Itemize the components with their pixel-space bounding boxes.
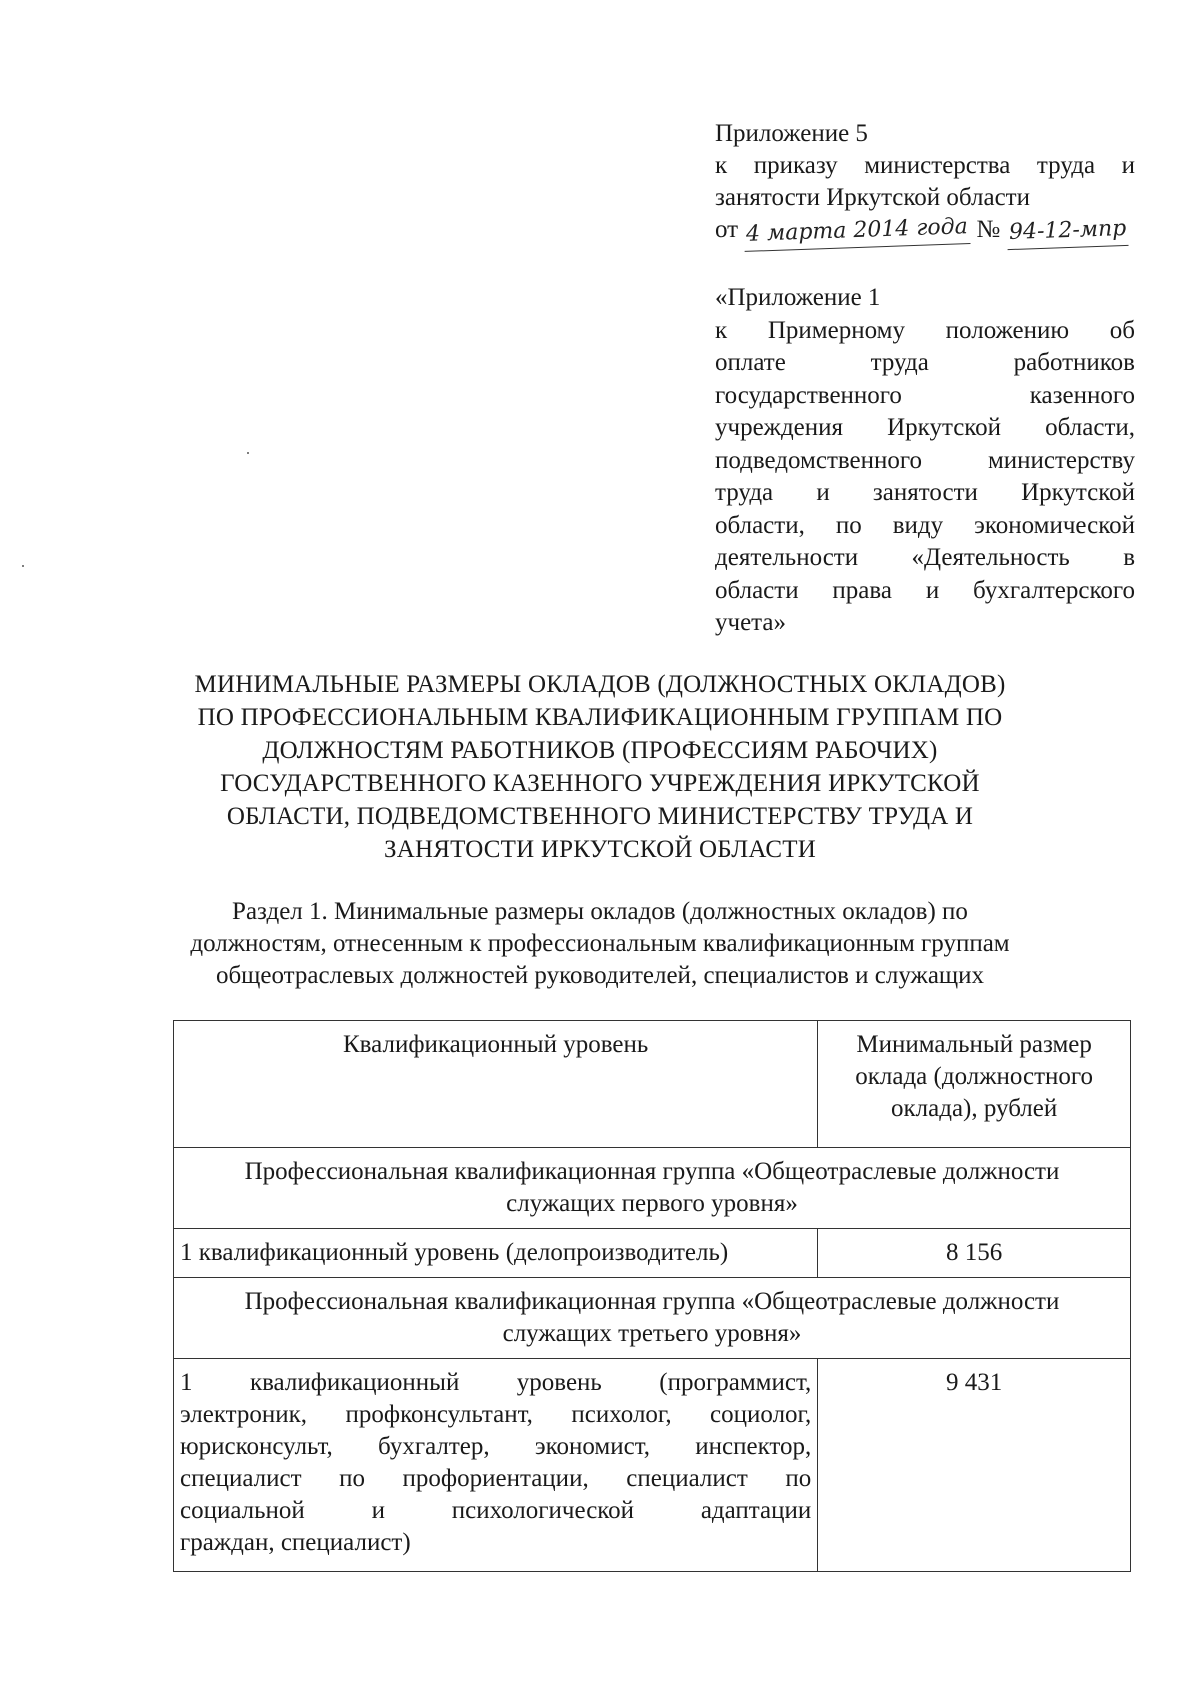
number-label: № [976, 216, 1001, 243]
title-line: ПО ПРОФЕССИОНАЛЬНЫМ КВАЛИФИКАЦИОННЫМ ГРУППАМ ПО [197, 704, 1003, 731]
appendix-ref-line: деятельности «Деятельность в [715, 544, 1135, 571]
document-title [150, 668, 1050, 866]
table-group-row [174, 1278, 1131, 1359]
header-min-salary [818, 1021, 1131, 1148]
salary-table [173, 1020, 1131, 1572]
section-line: должностям, отнесенным к профессиональным квалификационным группам [190, 930, 1010, 957]
table-row [174, 1229, 1131, 1278]
title-line: ДОЛЖНОСТЯМ РАБОТНИКОВ (ПРОФЕССИЯМ РАБОЧИХ) [262, 737, 938, 764]
appendix-reference [715, 282, 1135, 640]
scan-speck [247, 452, 249, 454]
row1-value: 8 156 [818, 1229, 1131, 1278]
appendix-ref-line: области права и бухгалтерского [715, 576, 1135, 604]
row2-value: 9 431 [818, 1359, 1131, 1572]
row2-level-line: электроник, профконсультант, психолог, социолог, [180, 1401, 812, 1428]
table-group-row [174, 1148, 1131, 1229]
header-min-salary-line: Минимальный размер [856, 1031, 1092, 1058]
appendix-ref-line: учреждения Иркутской области, [715, 414, 1135, 441]
group-line: служащих третьего уровня» [502, 1320, 802, 1347]
appendix-ref-line: труда и занятости Иркутской [715, 479, 1135, 506]
group-line: Профессиональная квалификационная группа «Общеотраслевые должности [244, 1158, 1060, 1185]
from-label: от [715, 216, 739, 243]
appendix-title: Приложение 5 [715, 120, 868, 147]
appendix-ref-line: к Примерному положению об [715, 316, 1135, 344]
row1-level: 1 квалификационный уровень (делопроизводитель) [174, 1229, 818, 1278]
appendix-ref-line: учета» [715, 609, 786, 636]
row2-level-line: 1 квалификационный уровень (программист, [180, 1369, 812, 1396]
section-line: общеотраслевых должностей руководителей, специалистов и служащих [215, 962, 985, 989]
table-header-row [174, 1021, 1131, 1148]
row2-level [174, 1359, 818, 1572]
appendix-ref-line: государственного казенного [715, 381, 1135, 409]
header-qualification-level: Квалификационный уровень [174, 1021, 818, 1148]
row2-level-line: граждан, специалист) [180, 1529, 411, 1556]
appendix-header [715, 118, 1135, 248]
section-line: Раздел 1. Минимальные размеры окладов (должностных окладов) по [232, 898, 968, 925]
title-line: ОБЛАСТИ, ПОДВЕДОМСТВЕННОГО МИНИСТЕРСТВУ ТРУДА И [226, 803, 974, 830]
header-min-salary-line: оклада (должностного [855, 1063, 1094, 1090]
title-line: ЗАНЯТОСТИ ИРКУТСКОЙ ОБЛАСТИ [384, 836, 816, 863]
row2-level-line: специалист по профориентации, специалист по [180, 1465, 812, 1492]
appendix-ref-line: области, по виду экономической [715, 511, 1135, 539]
handwritten-number: 94-12-мпр [1006, 213, 1128, 250]
row2-level-line: юрисконсульт, бухгалтер, экономист, инспектор, [180, 1433, 812, 1460]
appendix-ref-line: оплате труда работников [715, 349, 1135, 376]
table-row [174, 1359, 1131, 1572]
row2-level-line: социальной и психологической адаптации [180, 1497, 812, 1524]
group-line: служащих первого уровня» [506, 1190, 798, 1217]
header-min-salary-line: оклада), рублей [891, 1095, 1058, 1122]
section-heading [150, 896, 1050, 992]
title-line: ГОСУДАРСТВЕННОГО КАЗЕННОГО УЧРЕЖДЕНИЯ ИРКУТСКОЙ [220, 770, 980, 797]
appendix-ref-line: «Приложение 1 [715, 284, 881, 311]
appendix-order-line: к приказу министерства труда и [715, 152, 1135, 179]
order-date-number-line [715, 214, 1135, 248]
group-first-level [174, 1148, 1131, 1229]
scan-speck [22, 565, 24, 567]
appendix-region-line: занятости Иркутской области [715, 184, 1030, 211]
group-line: Профессиональная квалификационная группа «Общеотраслевые должности [244, 1288, 1060, 1315]
handwritten-date: 4 марта 2014 года [744, 211, 971, 252]
title-line: МИНИМАЛЬНЫЕ РАЗМЕРЫ ОКЛАДОВ (ДОЛЖНОСТНЫХ ОКЛАДОВ) [194, 671, 1006, 698]
appendix-ref-line: подведомственного министерству [715, 446, 1135, 474]
group-third-level [174, 1278, 1131, 1359]
